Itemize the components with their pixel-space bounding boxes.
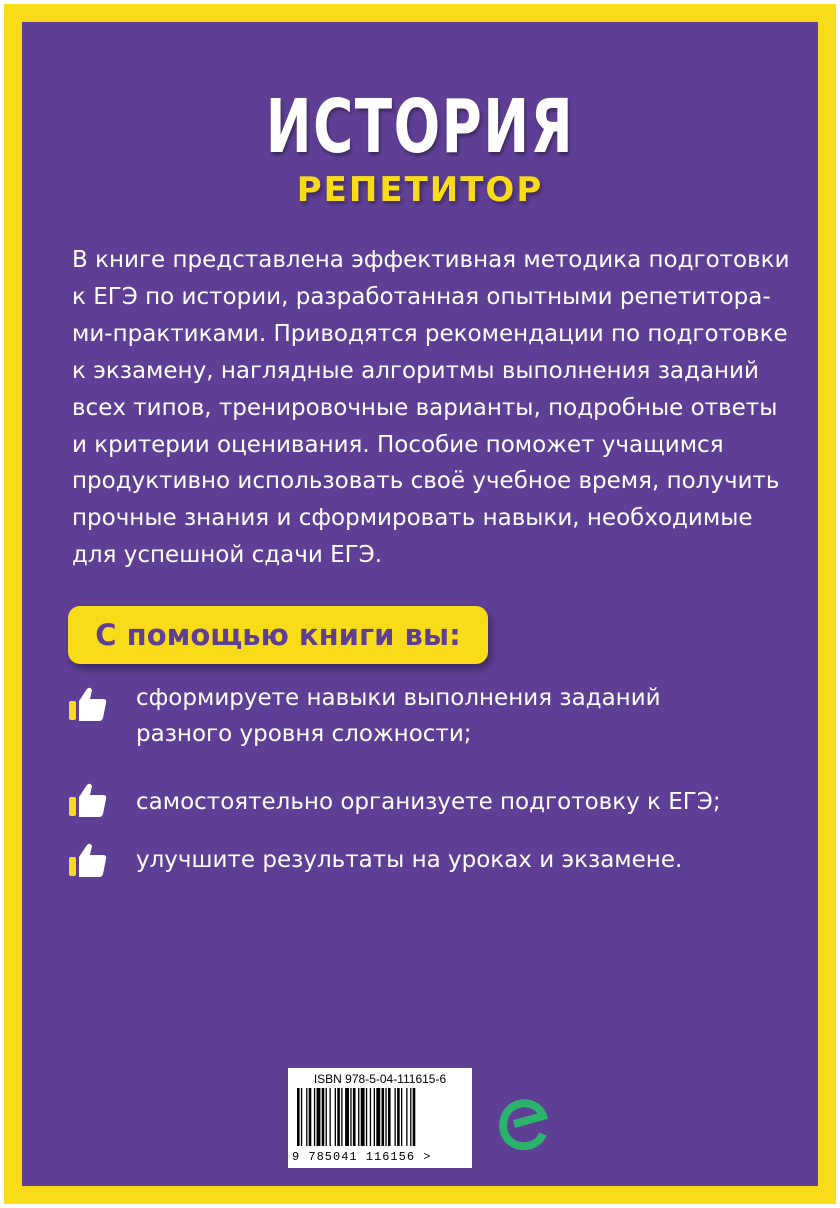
thumbs-up-icon (68, 782, 108, 818)
benefit-text (136, 842, 756, 878)
isbn-label: ISBN 978-5-04-111615-6 (313, 1072, 447, 1086)
description-line: к ЕГЭ по истории, разработанная опытными репетитора- (72, 283, 771, 310)
benefit-line: улучшите результаты на уроках и экзамене. (136, 847, 683, 873)
description-line: ми-практиками. Приводятся рекомендации по подготовке (72, 320, 788, 347)
eksmo-logo-icon (496, 1092, 552, 1152)
cover-panel (22, 22, 818, 1186)
benefit-text (136, 784, 756, 820)
description-line: и критерии оценивания. Пособие поможет учащимся (72, 431, 724, 458)
book-description (72, 242, 792, 574)
description-line: продуктивно использовать своё учебное время, получить (72, 468, 780, 495)
barcode-bars (295, 1088, 465, 1148)
benefit-line: сформируете навыки выполнения заданий (136, 685, 661, 711)
thumbs-up-icon (68, 842, 108, 878)
description-line: всех типов, тренировочные варианты, подробные ответы (72, 394, 778, 421)
benefit-text (136, 680, 756, 752)
book-title: ИСТОРИЯ (265, 84, 575, 170)
benefit-line: самостоятельно организуете подготовку к ЕГЭ; (136, 789, 721, 815)
description-line: для успешной сдачи ЕГЭ. (72, 542, 383, 569)
description-line: к экзамену, наглядные алгоритмы выполнения заданий (72, 357, 759, 384)
description-line: В книге представлена эффективная методика подготовки (72, 247, 790, 273)
thumbs-up-icon (68, 686, 108, 722)
description-line: прочные знания и сформировать навыки, необходимые (72, 505, 753, 532)
isbn-barcode (288, 1068, 472, 1168)
benefit-line: разного уровня сложности; (136, 721, 472, 747)
book-subtitle: РЕПЕТИТОР (296, 170, 544, 210)
callout-banner: С помощью книги вы: (68, 606, 488, 664)
barcode-digits: 9 785041 116156 > (292, 1150, 432, 1164)
book-cover (4, 4, 836, 1204)
